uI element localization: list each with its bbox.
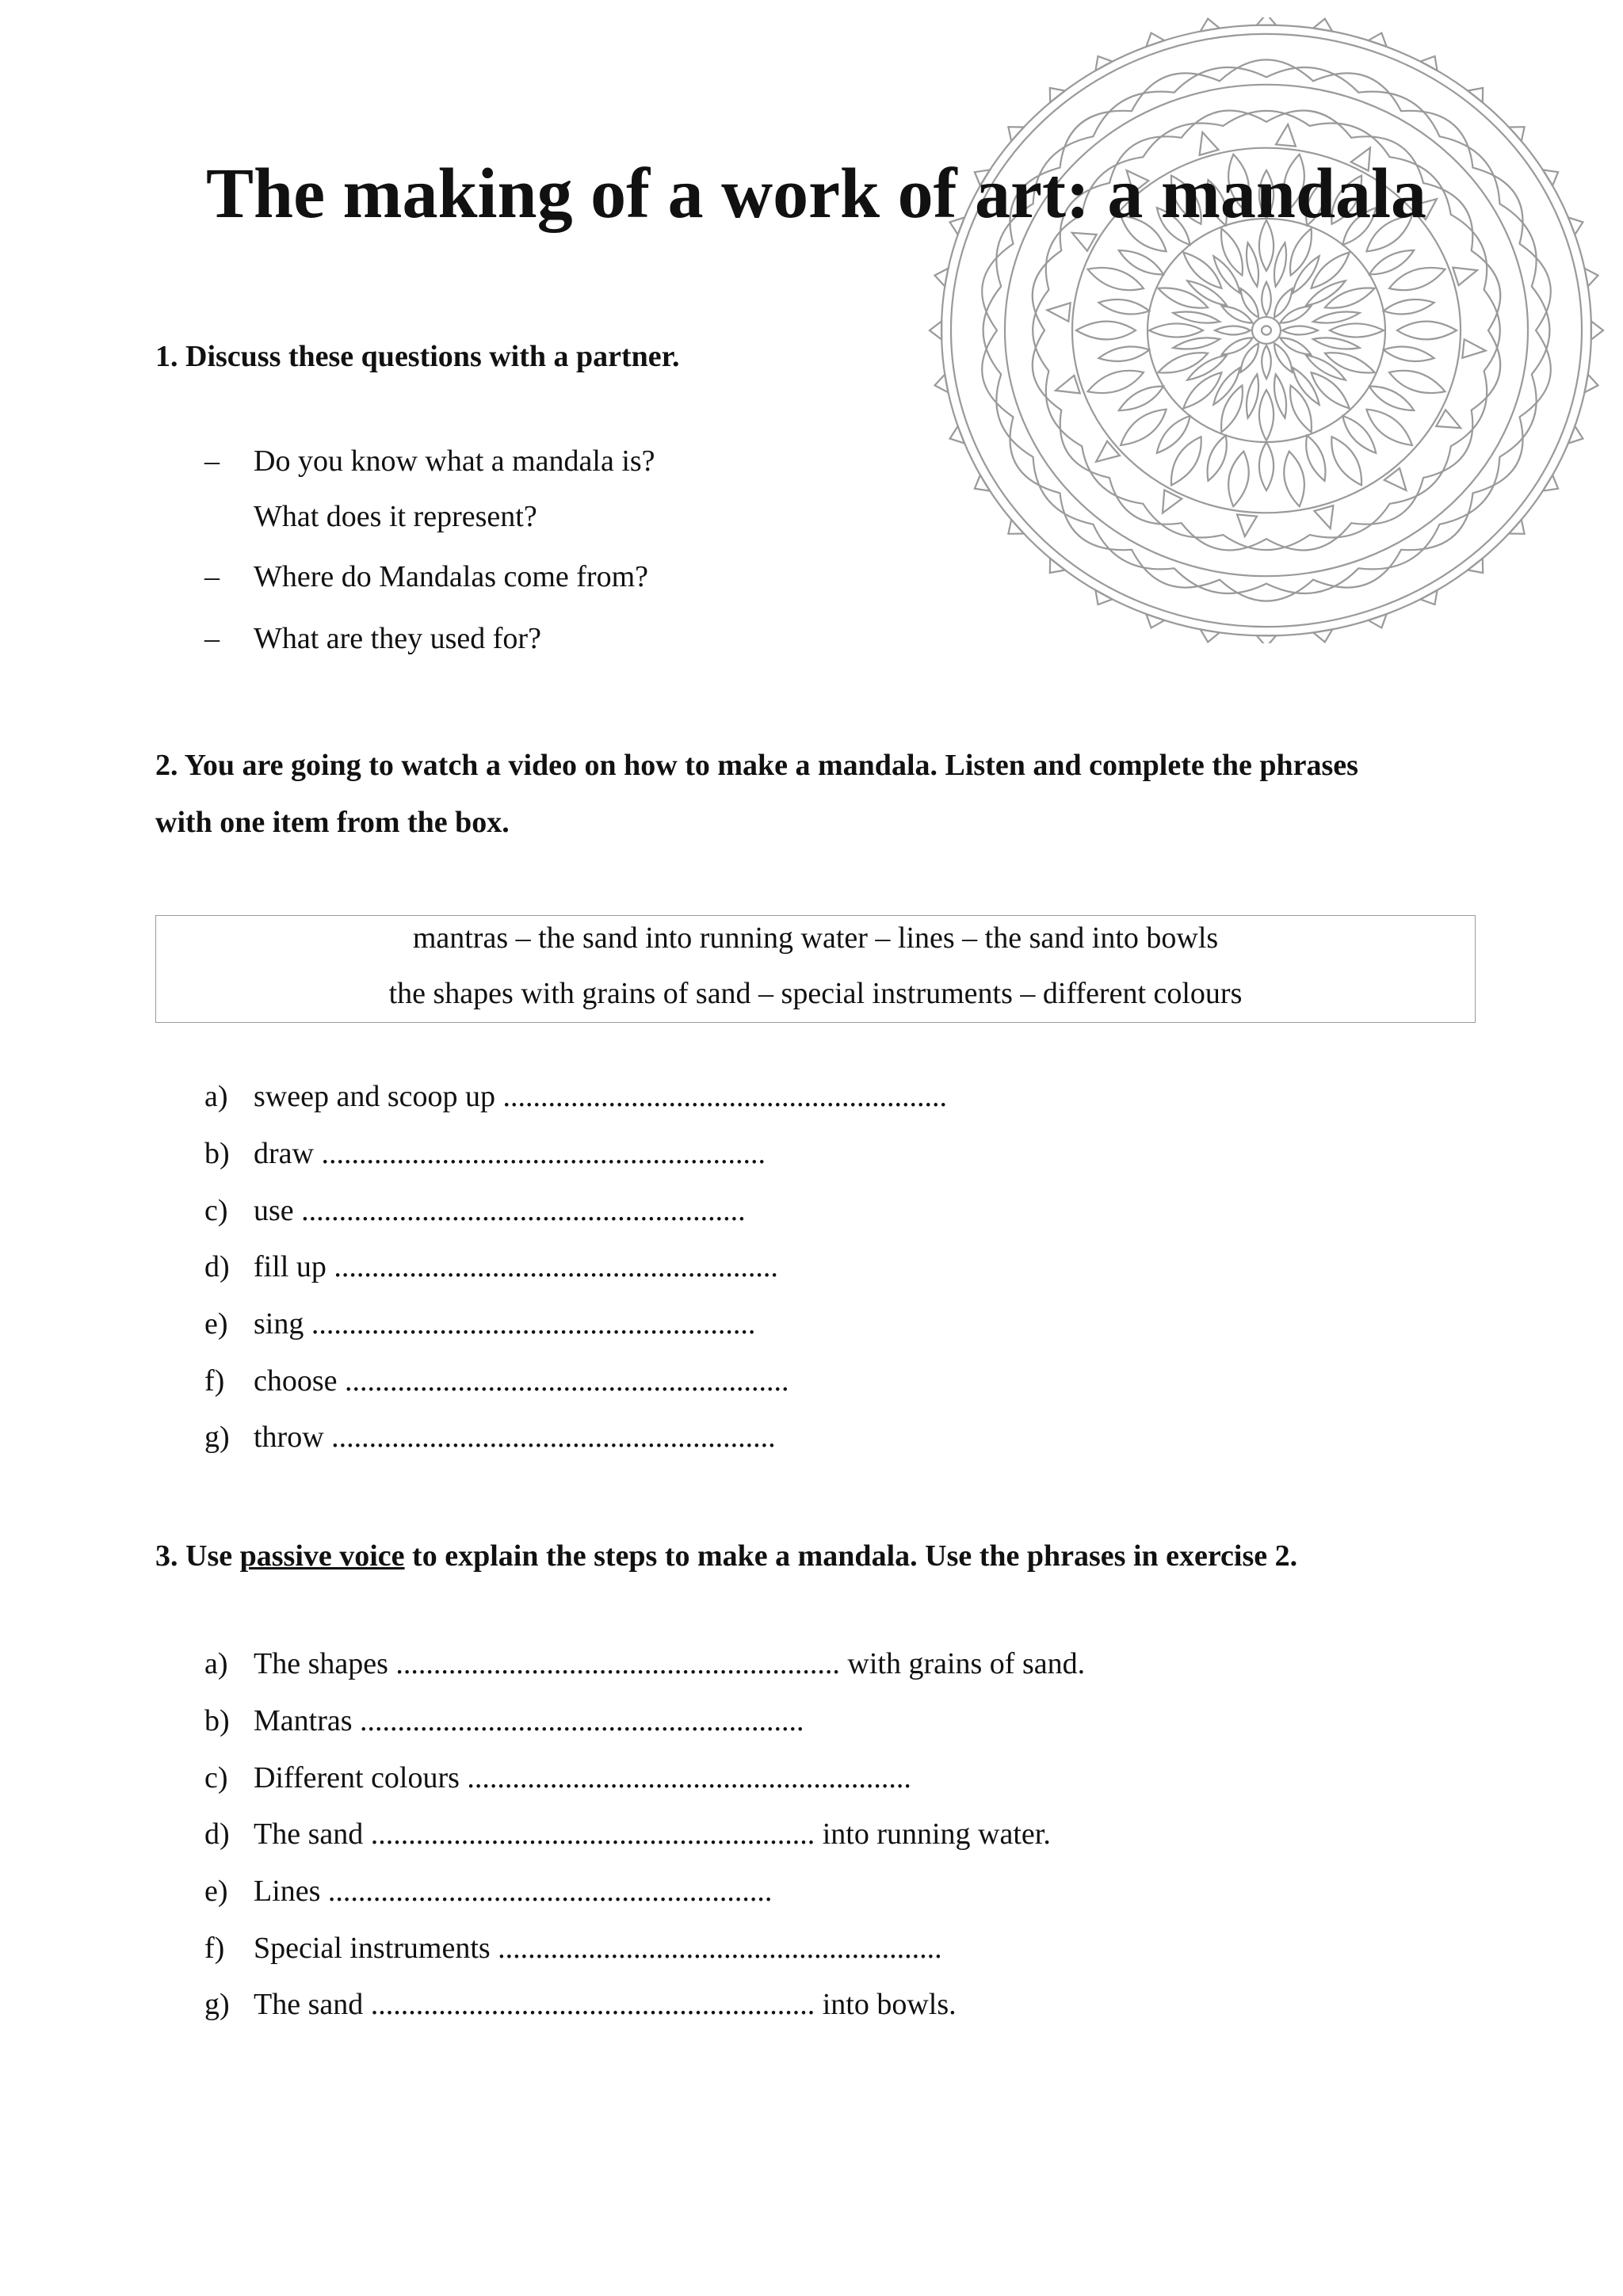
item-label: b) <box>204 1704 230 1737</box>
word-box <box>155 915 1476 1023</box>
question-text: Where do Mandalas come from? <box>254 560 649 593</box>
item-text: use ........................................................... <box>254 1194 746 1227</box>
item-label: c) <box>204 1761 228 1794</box>
item-text: Special instruments ........................................................... <box>254 1932 942 1965</box>
item-text: choose ........................................................... <box>254 1364 789 1398</box>
section-3-heading-start: 3. Use <box>155 1539 240 1573</box>
section-3-heading-underlined: passive voice <box>239 1539 405 1573</box>
section-2-heading-line-1: 2. You are going to watch a video on how to make a mandala. Listen and complete the phrases <box>155 749 1358 782</box>
dash-bullet: – <box>204 622 220 655</box>
section-3-heading-end: to explain the steps to make a mandala. Use the phrases in exercise 2. <box>404 1539 1298 1573</box>
question-text: What does it represent? <box>254 500 537 533</box>
section-1-heading: 1. Discuss these questions with a partner. <box>155 340 680 373</box>
question-text: What are they used for? <box>254 622 541 655</box>
item-text: The shapes ........................................................... with grains of sand. <box>254 1647 1086 1680</box>
item-text: sing ........................................................... <box>254 1307 756 1341</box>
item-label: f) <box>204 1364 225 1398</box>
item-text: throw ........................................................... <box>254 1421 776 1454</box>
item-text: Different colours ........................................................... <box>254 1761 911 1794</box>
item-label: e) <box>204 1307 228 1341</box>
dash-bullet: – <box>204 444 220 478</box>
item-text: draw ........................................................... <box>254 1137 766 1170</box>
item-label: a) <box>204 1080 228 1113</box>
mandala-illustration <box>926 17 1607 643</box>
question-text: Do you know what a mandala is? <box>254 444 655 478</box>
word-box-line-1: mantras – the sand into running water – lines – the sand into bowls <box>412 921 1219 955</box>
item-text: Lines ........................................................... <box>254 1875 773 1908</box>
page-title: The making of a work of art: a mandala <box>206 154 1427 233</box>
item-label: d) <box>204 1250 230 1283</box>
item-text: fill up ........................................................... <box>254 1250 778 1283</box>
item-text: The sand ........................................................... into running water. <box>254 1817 1051 1851</box>
item-label: f) <box>204 1932 225 1965</box>
section-2-heading-line-2: with one item from the box. <box>155 806 510 839</box>
section-3-heading <box>155 1527 1297 1585</box>
item-label: a) <box>204 1647 228 1680</box>
item-label: g) <box>204 1988 230 2021</box>
item-text: The sand ........................................................... into bowls. <box>254 1988 957 2021</box>
dash-bullet: – <box>204 560 220 593</box>
item-text: sweep and scoop up ........................................................... <box>254 1080 947 1113</box>
item-label: e) <box>204 1875 228 1908</box>
word-box-line-2: the shapes with grains of sand – special instruments – different colours <box>388 977 1243 1010</box>
item-label: g) <box>204 1421 230 1454</box>
item-label: b) <box>204 1137 230 1170</box>
item-label: d) <box>204 1817 230 1851</box>
item-text: Mantras ........................................................... <box>254 1704 804 1737</box>
item-label: c) <box>204 1194 228 1227</box>
